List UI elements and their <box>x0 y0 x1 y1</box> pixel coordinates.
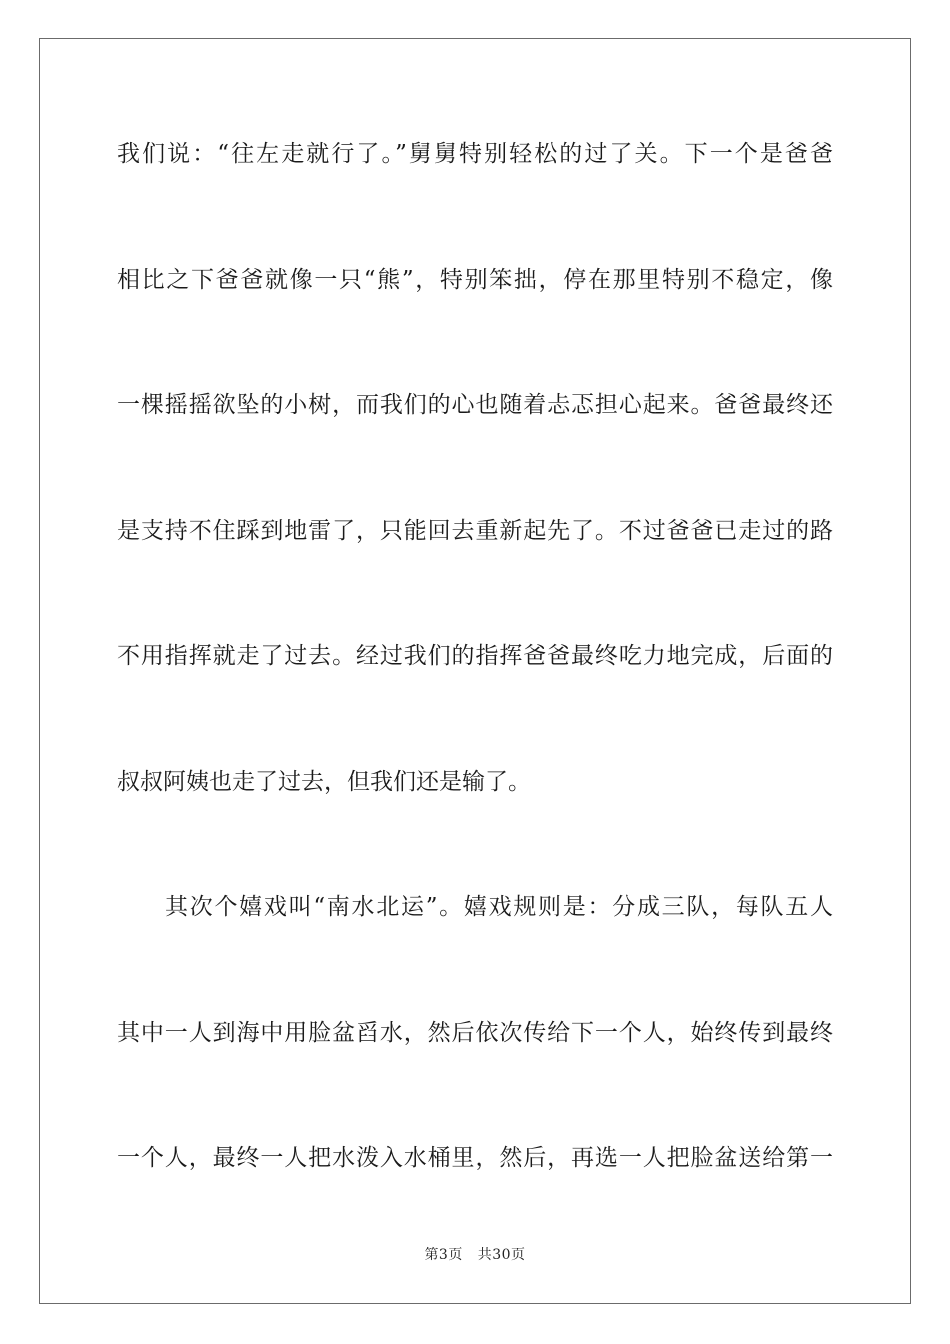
page-total: 共30页 <box>477 1247 526 1263</box>
text-line: 不用指挥就走了过去。经过我们的指挥爸爸最终吃力地完成，后面的 <box>117 643 833 669</box>
paragraph-first-line: 其次个嬉戏叫“南水北运”。嬉戏规则是：分成三队，每队五人 <box>165 894 833 920</box>
text-line: 一棵摇摇欲坠的小树，而我们的心也随着忐忑担心起来。爸爸最终还 <box>117 392 833 418</box>
text-line: 叔叔阿姨也走了过去，但我们还是输了。 <box>117 768 531 795</box>
page-footer <box>0 1244 950 1264</box>
text-line: 一个人，最终一人把水泼入水桶里，然后，再选一人把脸盆送给第一 <box>117 1145 833 1171</box>
text-line: 我们说：“往左走就行了。”舅舅特别轻松的过了关。下一个是爸爸 <box>117 141 833 167</box>
page-number: 第3页 <box>424 1247 463 1263</box>
text-line: 相比之下爸爸就像一只“熊”，特别笨拙，停在那里特别不稳定，像 <box>117 266 833 293</box>
text-line: 是支持不住踩到地雷了，只能回去重新起先了。不过爸爸已走过的路 <box>117 517 833 544</box>
document-body <box>117 123 833 1253</box>
text-line: 其中一人到海中用脸盆舀水，然后依次传给下一个人，始终传到最终 <box>117 1019 833 1046</box>
